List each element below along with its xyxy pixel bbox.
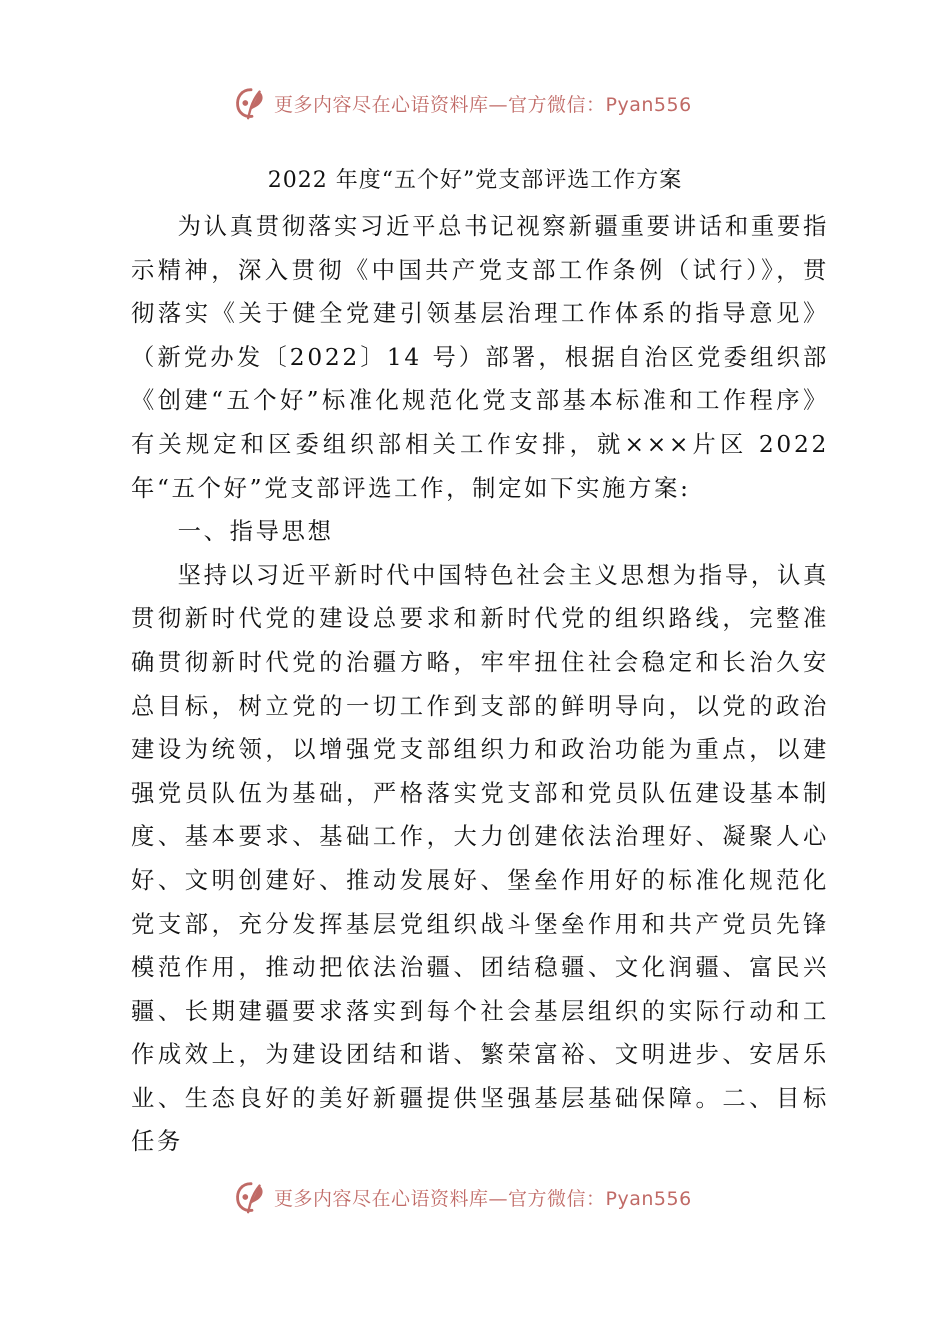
watermark-text: 更多内容尽在心语资料库—官方微信： [274,93,606,116]
watermark-header [232,83,692,123]
intro-paragraph: 为认真贯彻落实习近平总书记视察新疆重要讲话和重要指示精神，深入贯彻《中国共产党支部工作条例（试行）》，贯彻落实《关于健全党建引领基层治理工作体系的指导意见》（新党办发〔2022〕14 号）部署，根据自治区党委组织部《创建“五个好”标准化规范化党支部基本标准和工作程序》有关规定和区委组织部相关工作安排，就×××片区 2022 年“五个好”党支部评选工作，制定如下实施方案: [131,213,829,502]
document-body [131,205,829,1164]
watermark-footer [232,1177,692,1217]
watermark-text: 更多内容尽在心语资料库—官方微信： [274,1187,606,1210]
watermark-wechat-id: Pyan556 [605,1187,692,1210]
document-title: 2022 年度“五个好”党支部评选工作方案 [267,168,683,193]
quill-pen-logo-icon [232,1178,270,1216]
guiding-ideology-paragraph: 坚持以习近平新时代中国特色社会主义思想为指导，认真贯彻新时代党的建设总要求和新时代党的组织路线，完整准确贯彻新时代党的治疆方略，牢牢扭住社会稳定和长治久安总目标，树立党的一切工作到支部的鲜明导向，以党的政治建设为统领，以增强党支部组织力和政治功能为重点，以建强党员队伍为基础，严格落实党支部和党员队伍建设基本制度、基本要求、基础工作，大力创建依法治理好、凝聚人心好、文明创建好、推动发展好、堡垒作用好的标准化规范化党支部，充分发挥基层党组织战斗堡垒作用和共产党员先锋模范作用，推动把依法治疆、团结稳疆、文化润疆、富民兴疆、长期建疆要求落实到每个社会基层组织的实际行动和工作成效上，为建设团结和谐、繁荣富裕、文明进步、安居乐业、生态良好的美好新疆提供坚强基层基础保障。二、目标任务 [131,561,829,1156]
watermark-wechat-id: Pyan556 [605,93,692,116]
section-heading-guiding-ideology: 一、指导思想 [177,518,334,546]
quill-pen-logo-icon [232,84,270,122]
